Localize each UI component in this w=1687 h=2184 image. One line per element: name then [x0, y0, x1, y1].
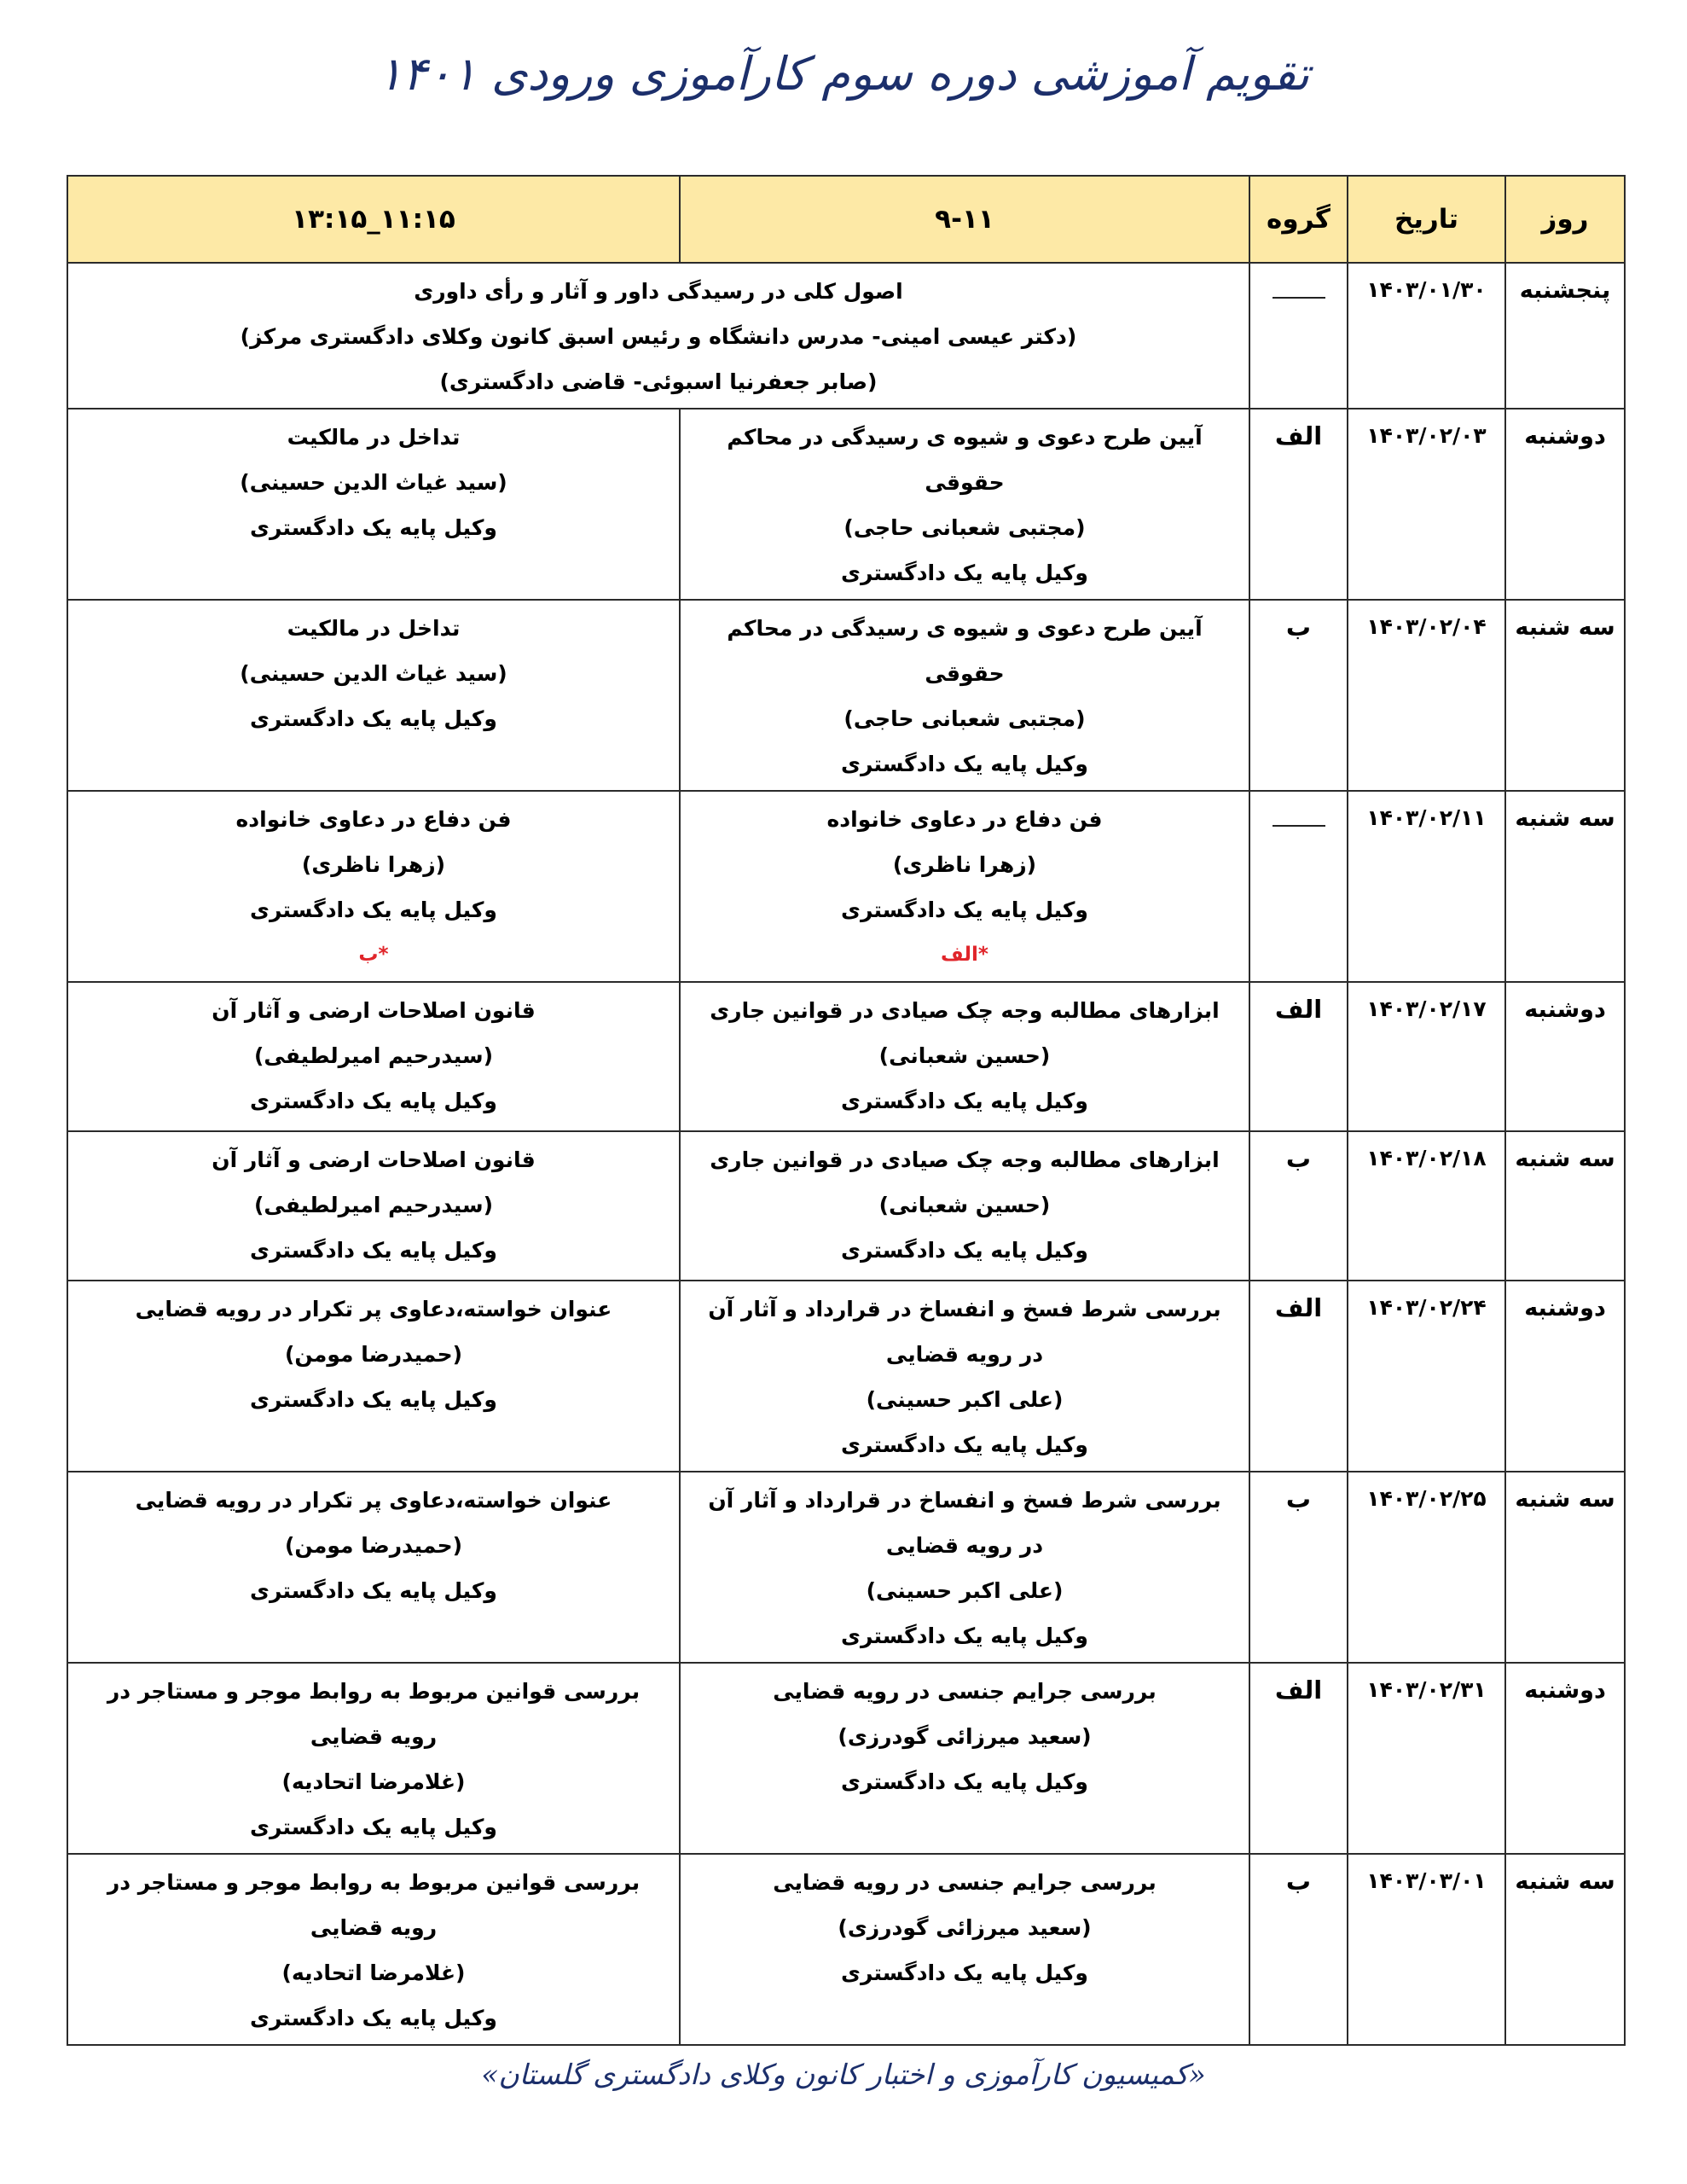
row-date: ۱۴۰۳/۰۲/۱۱	[1348, 791, 1505, 982]
session-slot1	[680, 1281, 1249, 1472]
session-topic: قانون اصلاحات ارضی و آثار آن	[212, 1147, 536, 1172]
session-lecturer: (صابر جعفرنیا اسبوئی- قاضی دادگستری)	[439, 369, 878, 394]
session-title: وکیل پایه یک دادگستری	[841, 1238, 1088, 1263]
session-topic: قانون اصلاحات ارضی و آثار آن	[212, 998, 536, 1023]
table-row	[67, 791, 1625, 982]
session-slot2	[67, 1472, 680, 1663]
session-slot2	[67, 982, 680, 1131]
session-topic: آیین طرح دعوی و شیوه ی رسیدگی در محاکم حقوقی	[727, 425, 1203, 495]
session-topic: بررسی جرایم جنسی در رویه قضایی	[773, 1679, 1157, 1704]
row-group: ب	[1249, 1854, 1348, 2045]
row-group: ب	[1249, 600, 1348, 791]
session-lecturer: (زهرا ناظری)	[301, 852, 446, 877]
table-row	[67, 1281, 1625, 1472]
group-marker: *ب	[358, 944, 389, 966]
session-slot2	[67, 1131, 680, 1281]
session-title: وکیل پایه یک دادگستری	[841, 1623, 1088, 1648]
session-topic: آیین طرح دعوی و شیوه ی رسیدگی در محاکم حقوقی	[727, 616, 1203, 686]
session-title: وکیل پایه یک دادگستری	[841, 1432, 1088, 1457]
no-group-dash	[1272, 297, 1325, 299]
row-day: پنجشنبه	[1505, 263, 1625, 409]
session-title: وکیل پایه یک دادگستری	[250, 1089, 497, 1113]
table-row	[67, 600, 1625, 791]
session-lecturer: (حمیدرضا مومن)	[284, 1533, 463, 1558]
row-group: الف	[1249, 1663, 1348, 1854]
row-date: ۱۴۰۳/۰۲/۲۴	[1348, 1281, 1505, 1472]
session-slot2	[67, 1281, 680, 1472]
table-row	[67, 982, 1625, 1131]
session-topic: عنوان خواسته،دعاوی پر تکرار در رویه قضایی	[135, 1488, 612, 1513]
session-title: وکیل پایه یک دادگستری	[841, 1089, 1088, 1113]
session-lecturer: (سید غیاث الدین حسینی)	[240, 661, 507, 686]
session-title: وکیل پایه یک دادگستری	[841, 1769, 1088, 1794]
session-lecturer: (مجتبی شعبانی حاجی)	[844, 515, 1086, 540]
header-day: روز	[1505, 176, 1625, 263]
row-date: ۱۴۰۳/۰۲/۰۳	[1348, 409, 1505, 600]
row-group	[1249, 791, 1348, 982]
row-day: سه شنبه	[1505, 600, 1625, 791]
session-title: وکیل پایه یک دادگستری	[250, 1387, 497, 1412]
table-row	[67, 409, 1625, 600]
session-topic: تداخل در مالکیت	[287, 425, 461, 450]
session-lecturer: (سعید میرزائی گودرزی)	[838, 1724, 1092, 1749]
header-slot1: ۹-۱۱	[680, 176, 1249, 263]
session-lecturer: (غلامرضا اتحادیه)	[281, 1769, 466, 1794]
header-slot2: ۱۱:۱۵_۱۳:۱۵	[67, 176, 680, 263]
row-day: سه شنبه	[1505, 1472, 1625, 1663]
session-topic: بررسی شرط فسخ و انفساخ در قرارداد و آثار آن در رویه قضایی	[708, 1297, 1221, 1367]
table-row	[67, 263, 1625, 409]
session-lecturer: (سیدرحیم امیرلطیفی)	[253, 1043, 494, 1068]
no-group-dash	[1272, 825, 1325, 827]
session-slot1	[680, 982, 1249, 1131]
session-lecturer: (علی اکبر حسینی)	[866, 1387, 1064, 1412]
row-day: سه شنبه	[1505, 1131, 1625, 1281]
row-date: ۱۴۰۳/۰۲/۰۴	[1348, 600, 1505, 791]
session-title: وکیل پایه یک دادگستری	[841, 1960, 1088, 1985]
row-group	[1249, 263, 1348, 409]
session-topic: بررسی قوانین مربوط به روابط موجر و مستاجر در رویه قضایی	[107, 1679, 641, 1749]
session-title: وکیل پایه یک دادگستری	[250, 1578, 497, 1603]
session-topic: فن دفاع در دعاوی خانواده	[235, 807, 512, 832]
session-slot2	[67, 791, 680, 982]
session-lecturer: (سید غیاث الدین حسینی)	[240, 470, 507, 495]
session-lecturer: (حسین شعبانی)	[878, 1193, 1051, 1217]
session-slot2	[67, 409, 680, 600]
session-title: وکیل پایه یک دادگستری	[250, 1238, 497, 1263]
session-title: وکیل پایه یک دادگستری	[841, 752, 1088, 776]
row-day: دوشنبه	[1505, 1281, 1625, 1472]
session-title: وکیل پایه یک دادگستری	[250, 515, 497, 540]
session-lecturer: (سیدرحیم امیرلطیفی)	[253, 1193, 494, 1217]
session-title: وکیل پایه یک دادگستری	[250, 706, 497, 731]
session-topic: عنوان خواسته،دعاوی پر تکرار در رویه قضایی	[135, 1297, 612, 1321]
session-lecturer: (حمیدرضا مومن)	[284, 1342, 463, 1367]
session-slot1	[680, 600, 1249, 791]
session-title: وکیل پایه یک دادگستری	[841, 561, 1088, 585]
group-marker: *الف	[941, 944, 988, 966]
table-row	[67, 1663, 1625, 1854]
row-date: ۱۴۰۳/۰۲/۲۵	[1348, 1472, 1505, 1663]
row-group: ب	[1249, 1472, 1348, 1663]
session-slot1	[680, 1131, 1249, 1281]
session-topic: اصول کلی در رسیدگی داور و آثار و رأی داوری	[414, 279, 903, 304]
table-row	[67, 1131, 1625, 1281]
session-title: وکیل پایه یک دادگستری	[250, 897, 497, 922]
session-lecturer: (دکتر عیسی امینی- مدرس دانشگاه و رئیس اسبق کانون وکلای دادگستری مرکز)	[240, 324, 1077, 349]
session-lecturer: (سعید میرزائی گودرزی)	[838, 1915, 1092, 1940]
row-day: دوشنبه	[1505, 1663, 1625, 1854]
row-date: ۱۴۰۳/۰۲/۳۱	[1348, 1663, 1505, 1854]
page-title: تقویم آموزشی دوره سوم کارآموزی ورودی ۱۴۰۱	[377, 47, 1310, 101]
session-lecturer: (علی اکبر حسینی)	[866, 1578, 1064, 1603]
merged-session	[67, 263, 1249, 409]
session-lecturer: (مجتبی شعبانی حاجی)	[844, 706, 1086, 731]
table-row	[67, 1854, 1625, 2045]
row-group: الف	[1249, 982, 1348, 1131]
session-topic: تداخل در مالکیت	[287, 616, 461, 641]
header-date: تاریخ	[1348, 176, 1505, 263]
row-date: ۱۴۰۳/۰۱/۳۰	[1348, 263, 1505, 409]
row-date: ۱۴۰۳/۰۳/۰۱	[1348, 1854, 1505, 2045]
session-slot2	[67, 1854, 680, 2045]
table-row	[67, 1472, 1625, 1663]
row-group: الف	[1249, 409, 1348, 600]
session-topic: بررسی قوانین مربوط به روابط موجر و مستاجر در رویه قضایی	[107, 1870, 641, 1940]
session-slot2	[67, 1663, 680, 1854]
row-date: ۱۴۰۳/۰۲/۱۷	[1348, 982, 1505, 1131]
header-row	[67, 176, 1625, 263]
row-day: سه شنبه	[1505, 1854, 1625, 2045]
session-topic: فن دفاع در دعاوی خانواده	[826, 807, 1103, 832]
session-title: وکیل پایه یک دادگستری	[250, 2006, 497, 2030]
session-slot2	[67, 600, 680, 791]
session-slot1	[680, 791, 1249, 982]
session-slot1	[680, 1854, 1249, 2045]
footer-signature: «کمیسیون کارآموزی و اختبار کانون وکلای دادگستری گلستان»	[481, 2058, 1206, 2091]
session-title: وکیل پایه یک دادگستری	[250, 1815, 497, 1839]
row-date: ۱۴۰۳/۰۲/۱۸	[1348, 1131, 1505, 1281]
session-slot1	[680, 409, 1249, 600]
header-group: گروه	[1249, 176, 1348, 263]
session-topic: بررسی شرط فسخ و انفساخ در قرارداد و آثار آن در رویه قضایی	[708, 1488, 1221, 1558]
session-topic: ابزارهای مطالبه وجه چک صیادی در قوانین جاری	[710, 998, 1220, 1023]
session-topic: ابزارهای مطالبه وجه چک صیادی در قوانین جاری	[710, 1147, 1220, 1172]
session-lecturer: (زهرا ناظری)	[892, 852, 1037, 877]
session-title: وکیل پایه یک دادگستری	[841, 897, 1088, 922]
schedule-table	[67, 175, 1626, 2046]
session-lecturer: (غلامرضا اتحادیه)	[281, 1960, 466, 1985]
row-day: سه شنبه	[1505, 791, 1625, 982]
row-group: ب	[1249, 1131, 1348, 1281]
row-day: دوشنبه	[1505, 409, 1625, 600]
row-day: دوشنبه	[1505, 982, 1625, 1131]
session-slot1	[680, 1663, 1249, 1854]
session-slot1	[680, 1472, 1249, 1663]
session-lecturer: (حسین شعبانی)	[878, 1043, 1051, 1068]
session-topic: بررسی جرایم جنسی در رویه قضایی	[773, 1870, 1157, 1895]
row-group: الف	[1249, 1281, 1348, 1472]
